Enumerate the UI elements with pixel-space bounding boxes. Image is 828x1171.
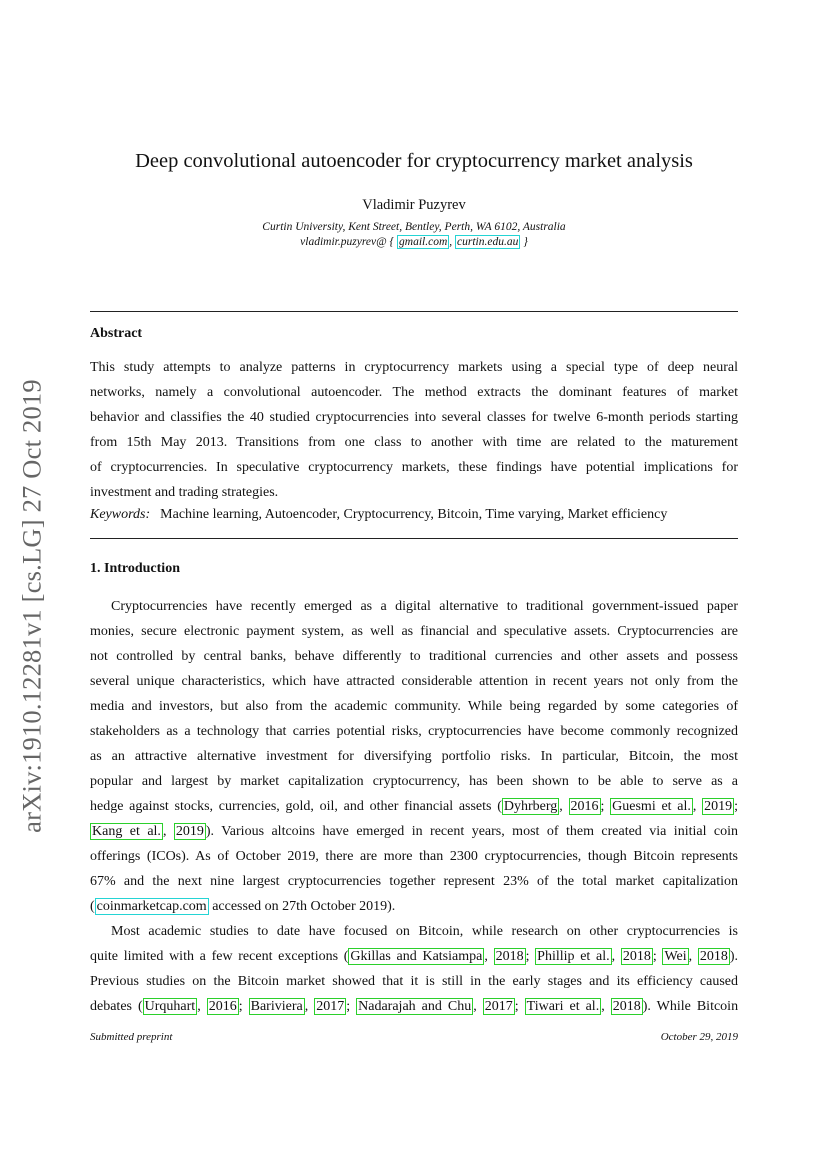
email-separator: , [449, 236, 453, 248]
para2-line-citations: debates ( Urquhart , 2016 ; Bariviera , 2017 ; Nadarajah and Chu , 2017 ; Tiwari et al. , 2018 ). While Bitcoin [90, 999, 739, 1014]
intro-text: ). Various altcoins have emerged in recent years, most of them created via initial coin [205, 824, 739, 839]
citation-link[interactable]: Wei [664, 949, 687, 964]
top-rule [90, 311, 738, 312]
citation-link[interactable]: 2017 [484, 999, 513, 1014]
para2-text: debates ( [90, 999, 143, 1014]
affiliation-text: Curtin University, Kent Street, Bentley, Perth, WA 6102, Australia [262, 221, 566, 233]
abstract-line: networks, namely a convolutional autoencoder. The method extracts the dominant features of market [90, 385, 738, 400]
intro-line: not controlled by central banks, behave differently to traditional currencies and other assets and possess [90, 649, 738, 664]
citation-link[interactable]: 2019 [175, 824, 204, 839]
intro-line-citations: hedge against stocks, currencies, gold, oil, and other financial assets ( Dyhrberg , 2016 ; Guesmi et al. , 2019 ; [90, 799, 739, 814]
affiliation-block [0, 220, 828, 250]
citation-link[interactable]: Bariviera [250, 999, 303, 1014]
coinmarketcap-link[interactable]: coinmarketcap.com [96, 899, 207, 914]
citation-link[interactable]: 2018 [612, 999, 641, 1014]
para2-text: ). While Bitcoin [642, 999, 739, 1014]
footer-submission-note: Submitted preprint [90, 1031, 173, 1043]
para2-text: quite limited with a few recent exceptions ( [90, 949, 349, 964]
citation-link[interactable]: 2017 [316, 999, 345, 1014]
intro-line: media and investors, but also from the academic community. While being regarded by some categories of [90, 699, 738, 714]
intro-line: popular and largest by market capitalization cryptocurrency, has been shown to be able to serve as a [90, 774, 738, 789]
citation-link[interactable]: 2018 [622, 949, 651, 964]
footer-date: October 29, 2019 [660, 1031, 738, 1043]
intro-line: several unique characteristics, which have attracted considerable attention in recent years not only from the [90, 674, 738, 689]
intro-line: 67% and the next nine largest cryptocurrencies together represent 23% of the total market capitalization [90, 874, 738, 889]
citation-link[interactable]: Nadarajah and Chu [358, 999, 472, 1014]
intro-line: as an attractive alternative investment for diversifying portfolio risks. In particular, Bitcoin, the most [90, 749, 738, 764]
para2-line: Most academic studies to date have focused on Bitcoin, while research on other cryptocurrencies is [111, 924, 738, 939]
keywords-label: Keywords: [90, 507, 151, 522]
bottom-rule [90, 538, 738, 539]
abstract-heading: Abstract [90, 326, 143, 341]
abstract-line: from 15th May 2013. Transitions from one class to another with time are related to the maturement [90, 435, 738, 450]
citation-link[interactable]: Dyhrberg [503, 799, 558, 814]
intro-line: offerings (ICOs). As of October 2019, there are more than 2300 cryptocurrencies, though Bitcoin represents [90, 849, 738, 864]
email-suffix: } [523, 236, 528, 248]
email-line [0, 235, 828, 250]
citation-link[interactable]: Kang et al. [92, 824, 161, 839]
keywords-text: Machine learning, Autoencoder, Cryptocurrency, Bitcoin, Time varying, Market efficiency [160, 507, 668, 522]
citation-link[interactable]: 2018 [495, 949, 524, 964]
intro-line: Cryptocurrencies have recently emerged as a digital alternative to traditional government-issued paper [111, 599, 738, 614]
keywords-line [90, 507, 667, 523]
introduction-heading: 1. Introduction [90, 561, 180, 576]
citation-link[interactable]: Phillip et al. [537, 949, 610, 964]
citation-link[interactable]: 2016 [570, 799, 599, 814]
abstract-line: This study attempts to analyze patterns in cryptocurrency markets using a special type of deep neural [90, 360, 738, 375]
arxiv-id-text: arXiv:1910.12281v1 [cs.LG] 27 Oct 2019 [16, 379, 47, 833]
citation-link[interactable]: 2019 [704, 799, 733, 814]
paper-title: Deep convolutional autoencoder for cryptocurrency market analysis [135, 150, 693, 172]
intro-line-url: ( coinmarketcap.com accessed on 27th October 2019). [90, 899, 396, 914]
citation-link[interactable]: 2018 [699, 949, 728, 964]
citation-link[interactable]: Gkillas and Katsiampa [350, 949, 483, 964]
email-link-gmail[interactable]: gmail.com [399, 236, 448, 248]
abstract-line: investment and trading strategies. [90, 485, 279, 500]
citation-link[interactable]: Urquhart [144, 999, 196, 1014]
introduction-body [90, 594, 738, 1019]
abstract-line: of cryptocurrencies. In speculative cryptocurrency markets, these findings have potential implications for [90, 460, 738, 475]
author-name: Vladimir Puzyrev [362, 197, 466, 213]
arxiv-identifier-sidebar [14, 364, 50, 848]
email-prefix: vladimir.puzyrev@ { [300, 236, 395, 248]
intro-text: accessed on 27th October 2019). [208, 899, 396, 914]
para2-line-citations: quite limited with a few recent exceptions ( Gkillas and Katsiampa , 2018 ; Phillip et al. , 2018 ; Wei , 2018 ). [90, 949, 739, 964]
citation-link[interactable]: 2016 [208, 999, 237, 1014]
citation-link[interactable]: Tiwari et al. [526, 999, 600, 1014]
para2-line: Previous studies on the Bitcoin market showed that it is still in the early stages and its efficiency caused [90, 974, 738, 989]
citation-link[interactable]: Guesmi et al. [612, 799, 691, 814]
intro-line-citations: Kang et al. , 2019 ). Various altcoins have emerged in recent years, most of them created via initial coin [92, 824, 739, 839]
intro-text: hedge against stocks, currencies, gold, oil, and other financial assets ( [90, 799, 502, 814]
intro-line: stakeholders as a technology that carries potential risks, cryptocurrencies have become commonly recognized [90, 724, 738, 739]
email-link-curtin[interactable]: curtin.edu.au [457, 236, 519, 248]
abstract-line: behavior and classifies the 40 studied cryptocurrencies into several classes for twelve 6-month periods starting [90, 410, 738, 425]
abstract-body [90, 355, 738, 505]
intro-line: monies, secure electronic payment system, as well as financial and speculative assets. Cryptocurrencies are [90, 624, 738, 639]
